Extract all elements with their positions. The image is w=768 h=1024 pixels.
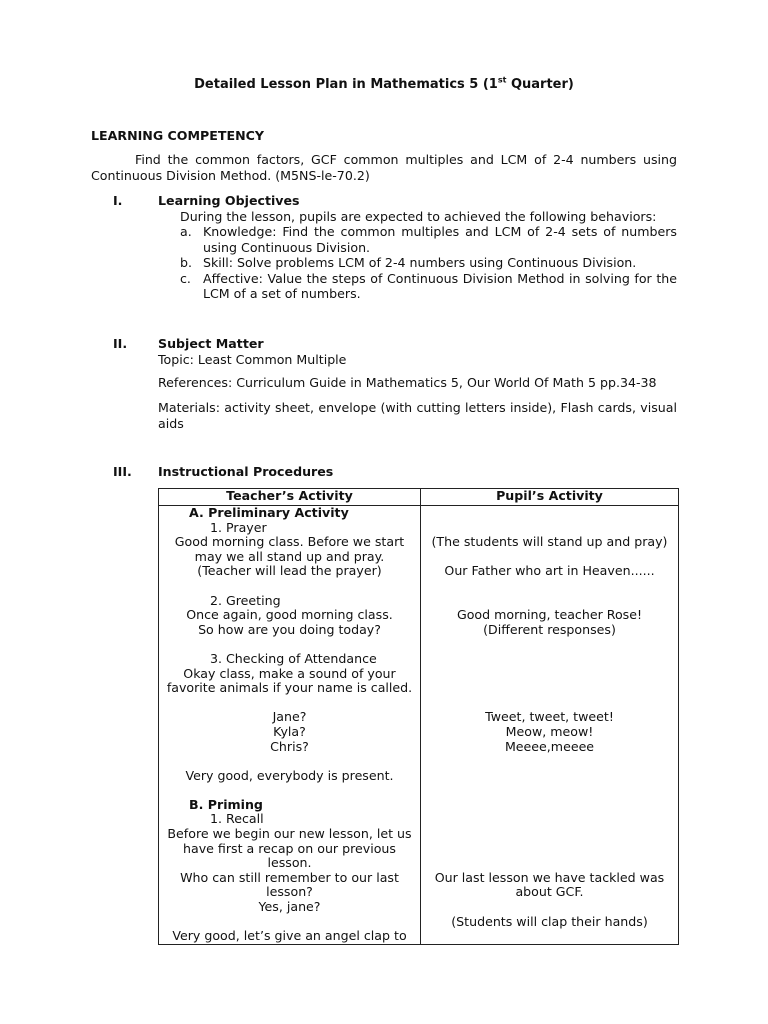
procedures-numeral: III. xyxy=(113,464,132,479)
list-item: a. Knowledge: Find the common multiples and LCM of 2-4 sets of numbers using Continuous Division. xyxy=(180,224,677,255)
subject-materials: Materials: activity sheet, envelope (with cutting letters inside), Flash cards, visual aids xyxy=(158,400,677,431)
table-row xyxy=(159,506,679,945)
teacher-cell: A. Preliminary Activity 1. Prayer Good morning class. Before we start may we all stand up and pray. (Teacher will lead the prayer) 2. Greeting Once again, good morning class. So how are you doing today? 3. Checking of Attendance Okay class, make a sound of your favorite animals if your name is called. Jane? Kyla? Chris? Very good, everybody is present. B. Priming 1. Recall Before we begin our new lesson, let us have first a recap on our previous lesson. Who can still remember to our last lesson? Yes, jane? Very good, let’s give an angel clap to xyxy=(159,506,421,945)
pupil-cell: (The students will stand up and pray) Our Father who art in Heaven...... Good morning, teacher Rose! (Different responses) Tweet, tweet, tweet! Meow, meow! Meeee,meeee Our last lesson we have tackled was about GCF. (Students will clap their hands) xyxy=(421,506,679,945)
page-title: Detailed Lesson Plan in Mathematics 5 (1st Quarter) xyxy=(194,75,574,92)
objectives-intro: During the lesson, pupils are expected to achieved the following behaviors: xyxy=(180,209,657,224)
subject-numeral: II. xyxy=(113,336,128,351)
competency-text: Find the common factors, GCF common multiples and LCM of 2-4 numbers using Continuous Division Method. (M5NS-le-70.2) xyxy=(91,152,677,183)
subject-topic: Topic: Least Common Multiple xyxy=(158,352,347,367)
objectives-numeral: I. xyxy=(113,193,123,208)
col-header-pupil: Pupil’s Activity xyxy=(421,489,679,506)
activity-table xyxy=(158,488,679,945)
col-header-teacher: Teacher’s Activity xyxy=(159,489,421,506)
objectives-heading: Learning Objectives xyxy=(158,193,300,208)
objectives-list xyxy=(180,224,677,302)
competency-heading: LEARNING COMPETENCY xyxy=(91,128,264,143)
list-item: c. Affective: Value the steps of Continuous Division Method in solving for the LCM of a set of numbers. xyxy=(180,270,677,301)
list-item: b. Skill: Solve problems LCM of 2-4 numbers using Continuous Division. xyxy=(180,255,637,270)
subject-heading: Subject Matter xyxy=(158,336,264,351)
subject-references: References: Curriculum Guide in Mathematics 5, Our World Of Math 5 pp.34-38 xyxy=(158,375,657,390)
procedures-heading: Instructional Procedures xyxy=(158,464,334,479)
